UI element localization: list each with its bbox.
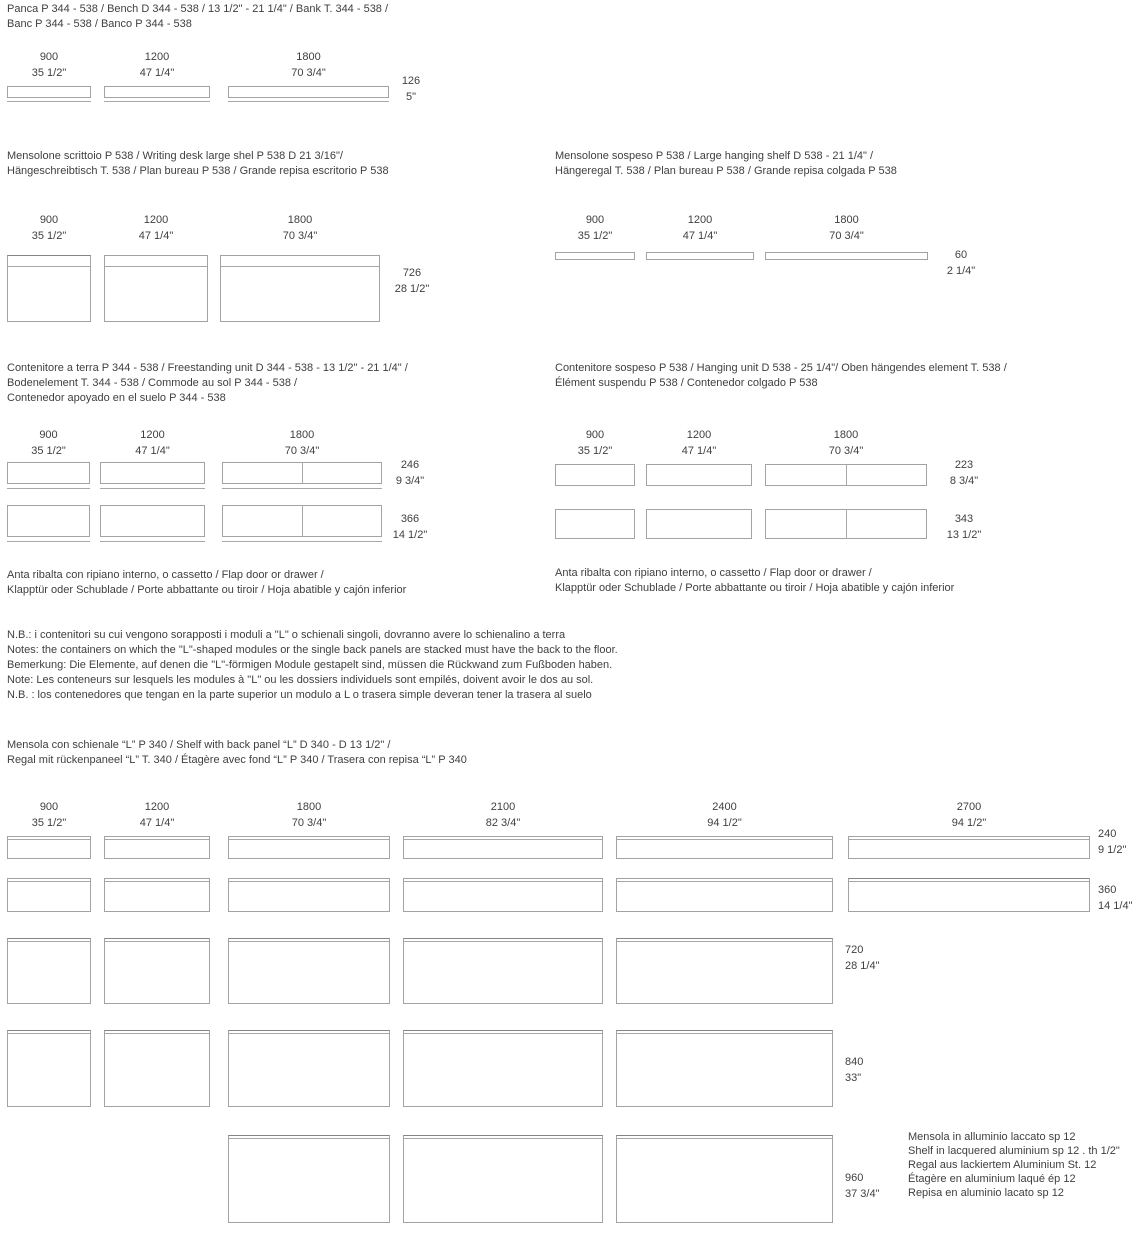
desk-drawing-900 [7, 255, 91, 322]
height-in-label: 9 1/2" [1098, 844, 1127, 856]
width-in-label: 94 1/2" [707, 817, 742, 829]
height-mm-label: 360 [1098, 884, 1117, 896]
width-mm-label: 900 [39, 429, 58, 441]
height-in-label: 33" [845, 1072, 862, 1084]
desk-top-line [8, 266, 90, 267]
shelf-top-line [105, 941, 209, 942]
shelf-top-line [229, 881, 389, 882]
width-mm-label: 1800 [833, 429, 859, 441]
hanging-unit-width-header-900 [555, 427, 635, 459]
l-shelf-cell-1800-720 [228, 938, 390, 1004]
floor-unit-width-header-1800 [222, 427, 382, 459]
hanging-unit-drawing-1800-high [765, 509, 927, 539]
floor-unit-drawing-900-high [7, 505, 90, 537]
shelf-top-line [8, 1033, 90, 1034]
bench-width-header-900 [7, 49, 91, 81]
title-line: Mensolone sospeso P 538 / Large hanging shelf D 538 - 21 1/4" / [555, 150, 874, 162]
center-divider-line [846, 509, 847, 539]
width-mm-label: 900 [39, 214, 59, 226]
shelf-top-line [8, 941, 90, 942]
width-in-label: 94 1/2" [951, 817, 987, 829]
hanging-unit-drawing-900-low [555, 464, 635, 486]
hanging-shelf-width-header-1800 [765, 212, 928, 244]
note-line: Mensola in alluminio laccato sp 12 [908, 1131, 1076, 1143]
floor-unit-drawing-900-low [7, 462, 90, 484]
note-line: Klapptür oder Schublade / Porte abbattante ou tiroir / Hoja abatible y cajón inferior [7, 584, 407, 596]
title-line: Banc P 344 - 538 / Banco P 344 - 538 [7, 18, 192, 30]
height-in-label: 5" [405, 91, 417, 103]
l-shelf-cell-2400-240 [616, 836, 833, 859]
shelf-top-line [404, 941, 602, 942]
width-in-label: 35 1/2" [31, 817, 67, 829]
shelf-top-line [404, 1033, 602, 1034]
l-shelf-cell-2700-360 [848, 878, 1090, 912]
height-mm-label: 720 [845, 944, 864, 956]
shelf-top-line [229, 1138, 389, 1139]
height-mm-label: 246 [400, 459, 420, 471]
floor-unit-drawing-1800-high [222, 505, 382, 537]
height-in-label: 14 1/2" [392, 529, 428, 541]
title-line: Hängeschreibtisch T. 538 / Plan bureau P 538 / Grande repisa escritorio P 538 [7, 165, 389, 177]
l-shelf-width-header-900 [7, 799, 91, 831]
floor-line [100, 488, 205, 489]
shelf-top-line [404, 839, 602, 840]
bench-width-header-1200 [104, 49, 210, 81]
l-shelf-section-title [7, 738, 467, 768]
hanging-unit-drawing-1800-low [765, 464, 927, 486]
desk-drawing-1800 [220, 255, 380, 322]
nb-notes-block [7, 628, 618, 703]
height-mm-label: 343 [954, 513, 974, 525]
width-mm-label: 1200 [144, 51, 170, 63]
l-shelf-cell-900-360 [7, 878, 91, 912]
center-divider-line [302, 505, 303, 537]
title-line: Contenitore sospeso P 538 / Hanging unit D 538 - 25 1/4"/ Oben hängendes element T. 538 / [555, 362, 1007, 374]
shelf-top-line [105, 839, 209, 840]
l-shelf-cell-2100-720 [403, 938, 603, 1004]
width-mm-label: 1200 [140, 429, 165, 441]
l-shelf-cell-2100-840 [403, 1030, 603, 1107]
l-shelf-height-label-360 [1098, 882, 1144, 914]
floor-unit-section-title [7, 361, 408, 406]
hanging-shelf-drawing-1800 [765, 252, 928, 260]
bench-width-header-1800 [228, 49, 389, 81]
title-line: Panca P 344 - 538 / Bench D 344 - 538 / 13 1/2" - 21 1/4" / Bank T. 344 - 538 / [7, 3, 389, 15]
height-mm-label: 223 [954, 459, 974, 471]
center-divider-line [846, 464, 847, 486]
width-in-label: 47 1/4" [139, 67, 175, 79]
l-shelf-height-label-720 [845, 942, 897, 974]
note-line: Notes: the containers on which the "L"-shaped modules or the single back panels are stacked must have the back to the floor. [7, 644, 618, 656]
bench-height-label [388, 73, 434, 105]
floor-unit-height1-label [385, 457, 435, 489]
floor-line [100, 541, 205, 542]
width-mm-label: 1800 [296, 51, 321, 63]
hanging-unit-drawing-1200-low [646, 464, 752, 486]
l-shelf-cell-2100-960 [403, 1135, 603, 1223]
width-in-label: 70 3/4" [282, 230, 318, 242]
l-shelf-cell-2400-960 [616, 1135, 833, 1223]
width-in-label: 35 1/2" [31, 445, 66, 457]
bench-floor-line [228, 101, 389, 102]
l-shelf-cell-1800-240 [228, 836, 390, 859]
width-in-label: 70 3/4" [291, 817, 327, 829]
floor-unit-drawing-1200-low [100, 462, 205, 484]
floor-unit-drawing-1200-high [100, 505, 205, 537]
l-shelf-width-header-2100 [403, 799, 603, 831]
center-divider-line [302, 462, 303, 484]
shelf-top-line [8, 881, 90, 882]
height-mm-label: 960 [845, 1172, 864, 1184]
l-shelf-cell-2700-240 [848, 836, 1090, 859]
hanging-shelf-drawing-900 [555, 252, 635, 260]
l-shelf-cell-900-720 [7, 938, 91, 1004]
shelf-top-line [105, 1033, 209, 1034]
bench-floor-line [7, 101, 91, 102]
width-in-label: 47 1/4" [135, 445, 170, 457]
hanging-shelf-drawing-1200 [646, 252, 754, 260]
width-mm-label: 900 [585, 429, 605, 441]
hanging-shelf-section-title [555, 149, 897, 179]
note-line: Shelf in lacquered aluminium sp 12 . th 1/2" [908, 1145, 1120, 1157]
l-shelf-cell-900-840 [7, 1030, 91, 1107]
floor-line [222, 541, 382, 542]
floor-line [7, 541, 90, 542]
bench-floor-line [104, 101, 210, 102]
l-shelf-cell-1200-240 [104, 836, 210, 859]
height-mm-label: 840 [845, 1056, 864, 1068]
note-line: Note: Les conteneurs sur lesquels les modules à "L" ou les dossiers individuels sont empilés, doivent avoir le dos au sol. [7, 674, 594, 686]
width-mm-label: 1800 [296, 801, 322, 813]
title-line: Bodenelement T. 344 - 538 / Commode au sol P 344 - 538 / [7, 377, 298, 389]
hanging-unit-width-header-1800 [765, 427, 927, 459]
floor-unit-flap-note [7, 568, 406, 598]
l-shelf-cell-900-240 [7, 836, 91, 859]
width-in-label: 35 1/2" [577, 445, 613, 457]
height-in-label: 14 1/4" [1098, 900, 1133, 912]
note-line: Anta ribalta con ripiano interno, o cassetto / Flap door or drawer / [555, 567, 872, 579]
width-mm-label: 1200 [686, 429, 712, 441]
shelf-top-line [617, 839, 832, 840]
shelf-top-line [617, 1033, 832, 1034]
title-line: Élément suspendu P 538 / Contenedor colgado P 538 [555, 377, 818, 389]
floor-line [7, 488, 90, 489]
height-mm-label: 60 [954, 249, 968, 261]
hanging-unit-height2-label [938, 511, 990, 543]
note-line: Anta ribalta con ripiano interno, o cassetto / Flap door or drawer / [7, 569, 324, 581]
bench-drawing-1200 [104, 86, 210, 98]
note-line: N.B.: i contenitori su cui vengono sorapposti i moduli a "L" o schienali singoli, dovranno avere lo schienalino a terra [7, 629, 566, 641]
width-in-label: 70 3/4" [284, 445, 320, 457]
floor-unit-width-header-900 [7, 427, 90, 459]
title-line: Mensolone scrittoio P 538 / Writing desk large shel P 538 D 21 3/16"/ [7, 150, 343, 162]
hanging-shelf-height-label [936, 247, 986, 279]
l-shelf-cell-1200-720 [104, 938, 210, 1004]
floor-unit-height2-label [385, 511, 435, 543]
width-mm-label: 900 [39, 801, 59, 813]
hanging-unit-section-title [555, 361, 1007, 391]
note-line: Repisa en aluminio lacato sp 12 [908, 1187, 1064, 1199]
height-in-label: 2 1/4" [946, 265, 976, 277]
l-shelf-cell-2100-240 [403, 836, 603, 859]
shelf-top-line [617, 881, 832, 882]
width-mm-label: 1800 [289, 429, 315, 441]
shelf-top-line [617, 941, 832, 942]
width-in-label: 82 3/4" [485, 817, 521, 829]
width-mm-label: 2400 [712, 801, 737, 813]
hanging-unit-width-header-1200 [646, 427, 752, 459]
desk-width-header-900 [7, 212, 91, 244]
width-in-label: 35 1/2" [577, 230, 613, 242]
l-shelf-cell-1800-840 [228, 1030, 390, 1107]
width-mm-label: 1200 [144, 801, 170, 813]
height-mm-label: 366 [400, 513, 420, 525]
width-mm-label: 2700 [956, 801, 982, 813]
desk-width-header-1200 [104, 212, 208, 244]
shelf-top-line [849, 881, 1089, 882]
title-line: Contenedor apoyado en el suelo P 344 - 538 [7, 392, 226, 404]
width-in-label: 70 3/4" [828, 445, 864, 457]
hanging-shelf-width-header-1200 [646, 212, 754, 244]
height-in-label: 13 1/2" [946, 529, 982, 541]
shelf-top-line [617, 1138, 832, 1139]
height-mm-label: 126 [401, 75, 421, 87]
width-in-label: 47 1/4" [682, 230, 718, 242]
l-shelf-material-note [908, 1130, 1120, 1200]
note-line: Klapptür oder Schublade / Porte abbattante ou tiroir / Hoja abatible y cajón inferior [555, 582, 955, 594]
desk-top-line [221, 266, 379, 267]
floor-unit-width-header-1200 [100, 427, 205, 459]
desk-top-line [105, 266, 207, 267]
note-line: Étagère en aluminium laqué ép 12 [908, 1173, 1076, 1185]
l-shelf-width-header-2400 [616, 799, 833, 831]
l-shelf-height-label-240 [1098, 826, 1144, 858]
shelf-top-line [8, 839, 90, 840]
height-in-label: 9 3/4" [395, 475, 425, 487]
hanging-unit-height1-label [938, 457, 990, 489]
width-in-label: 47 1/4" [138, 230, 174, 242]
desk-section-title [7, 149, 389, 179]
l-shelf-height-label-840 [845, 1054, 897, 1086]
note-line: Regal aus lackiertem Aluminium St. 12 [908, 1159, 1097, 1171]
note-line: N.B. : los contenedores que tengan en la parte superior un modulo a L o trasera simple deveran tener la trasera al suelo [7, 689, 592, 701]
floor-unit-drawing-1800-low [222, 462, 382, 484]
title-line: Regal mit rückenpaneel “L” T. 340 / Étagère avec fond “L” P 340 / Trasera con repisa “L” P 340 [7, 754, 467, 766]
l-shelf-cell-1800-360 [228, 878, 390, 912]
width-in-label: 70 3/4" [291, 67, 326, 79]
shelf-top-line [849, 839, 1089, 840]
hanging-unit-drawing-1200-high [646, 509, 752, 539]
width-mm-label: 1800 [287, 214, 313, 226]
l-shelf-height-label-960 [845, 1170, 897, 1202]
shelf-top-line [404, 881, 602, 882]
height-in-label: 28 1/2" [394, 283, 430, 295]
width-mm-label: 900 [585, 214, 605, 226]
title-line: Hängeregal T. 538 / Plan bureau P 538 / Grande repisa colgada P 538 [555, 165, 897, 177]
l-shelf-cell-2400-840 [616, 1030, 833, 1107]
shelf-top-line [404, 1138, 602, 1139]
bench-section-title [7, 2, 388, 32]
height-in-label: 8 3/4" [949, 475, 979, 487]
shelf-top-line [229, 941, 389, 942]
l-shelf-width-header-2700 [848, 799, 1090, 831]
width-mm-label: 2100 [490, 801, 516, 813]
desk-height-label [387, 265, 437, 297]
l-shelf-cell-2400-720 [616, 938, 833, 1004]
height-in-label: 28 1/4" [845, 960, 880, 972]
floor-line [222, 488, 382, 489]
width-mm-label: 1200 [143, 214, 169, 226]
title-line: Mensola con schienale “L” P 340 / Shelf with back panel “L” D 340 - D 13 1/2" / [7, 739, 391, 751]
l-shelf-cell-1200-840 [104, 1030, 210, 1107]
height-mm-label: 240 [1098, 828, 1117, 840]
shelf-top-line [229, 1033, 389, 1034]
shelf-top-line [105, 881, 209, 882]
width-mm-label: 900 [39, 51, 59, 63]
l-shelf-cell-2100-360 [403, 878, 603, 912]
shelf-top-line [229, 839, 389, 840]
height-in-label: 37 3/4" [845, 1188, 880, 1200]
bench-drawing-900 [7, 86, 91, 98]
l-shelf-cell-2400-360 [616, 878, 833, 912]
l-shelf-width-header-1800 [228, 799, 390, 831]
l-shelf-width-header-1200 [104, 799, 210, 831]
width-mm-label: 1200 [687, 214, 713, 226]
hanging-unit-flap-note [555, 566, 954, 596]
width-mm-label: 1800 [834, 214, 859, 226]
width-in-label: 70 3/4" [829, 230, 864, 242]
desk-drawing-1200 [104, 255, 208, 322]
width-in-label: 35 1/2" [31, 67, 67, 79]
bench-drawing-1800 [228, 86, 389, 98]
height-mm-label: 726 [402, 267, 422, 279]
width-in-label: 35 1/2" [31, 230, 67, 242]
desk-width-header-1800 [220, 212, 380, 244]
hanging-shelf-width-header-900 [555, 212, 635, 244]
title-line: Contenitore a terra P 344 - 538 / Freestanding unit D 344 - 538 - 13 1/2" - 21 1/4" / [7, 362, 408, 374]
note-line: Bemerkung: Die Elemente, auf denen die "L"-förmigen Module gestapelt sind, müssen die Rückwand zum Fußboden haben. [7, 659, 613, 671]
l-shelf-cell-1800-960 [228, 1135, 390, 1223]
width-in-label: 47 1/4" [139, 817, 175, 829]
hanging-unit-drawing-900-high [555, 509, 635, 539]
width-in-label: 47 1/4" [681, 445, 717, 457]
l-shelf-cell-1200-360 [104, 878, 210, 912]
